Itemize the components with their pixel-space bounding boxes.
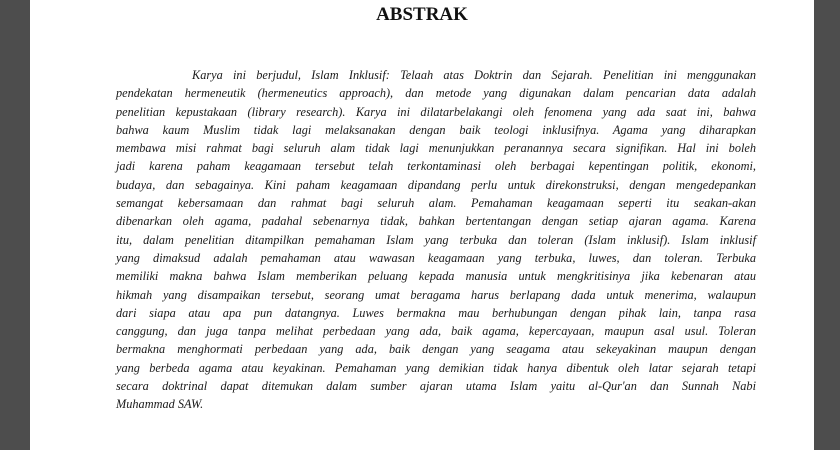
abstract-line: memiliki makna bahwa Islam memberikan peluang kepada manusia untuk mengkritisinya jika kebenaran atau [116, 269, 756, 284]
abstract-line: membawa misi rahmat bagi seluruh alam tidak lagi menunjukkan peranannya secara signifikan. Hal ini boleh [116, 141, 756, 156]
abstract-title: ABSTRAK [376, 4, 468, 25]
abstract-line: secara doktrinal dapat ditemukan dalam sumber ajaran utama Islam yaitu al-Qur'an dan Sunnah Nabi [116, 379, 756, 394]
abstract-line: yang dimaksud adalah pemahaman atau wawasan keagamaan yang terbuka, luwes, dan toleran. Terbuka [116, 250, 756, 265]
abstract-line: itu, dalam penelitian ditampilkan pemahaman Islam yang terbuka dan toleran (Islam inklusif). Islam inklusif [116, 232, 756, 247]
abstract-line: bahwa kaum Muslim tidak lagi melaksanakan dengan baik teologi inklusifnya. Agama yang diharapkan [116, 122, 756, 137]
abstract-line: Muhammad SAW. [116, 397, 204, 412]
viewer-background-left [0, 0, 30, 450]
abstract-line: bermakna menghormati perbedaan yang ada, baik dengan yang seagama atau sekeyakinan maupun dengan [116, 342, 756, 357]
abstract-line: Karya ini berjudul, Islam Inklusif: Telaah atas Doktrin dan Sejarah. Penelitian ini menggunakan [192, 68, 756, 82]
document-page[interactable] [30, 0, 814, 450]
abstract-line: yang berbeda agama atau keyakinan. Pemahaman yang demikian tidak hanya dibentuk oleh latar sejarah tetapi [116, 360, 756, 375]
viewer-background-right [814, 0, 840, 450]
abstract-line: canggung, dan juga tanpa melihat perbedaan yang ada, baik agama, kepercayaan, maupun asal usul. Toleran [116, 324, 756, 339]
abstract-line: budaya, dan sebagainya. Kini paham keagamaan dipandang perlu untuk direkonstruksi, dengan mengedepankan [116, 177, 756, 192]
abstract-line: jadi karena paham keagamaan tersebut telah terkontaminasi oleh berbagai kepentingan politik, ekonomi, [116, 159, 756, 174]
abstract-line: dari siapa atau apa pun datangnya. Luwes bermakna mau berhubungan dengan pihak lain, tanpa rasa [116, 305, 756, 320]
abstract-line: hikmah yang disampaikan tersebut, seorang umat beragama harus berlapang dada untuk menerima, walaupun [116, 287, 756, 302]
abstract-line: dibenarkan oleh agama, padahal sebenarnya tidak, bahkan bertentangan dengan setiap ajaran agama. Karena [116, 214, 756, 229]
abstract-line: penelitian kepustakaan (library research). Karya ini dilatarbelakangi oleh fenomena yang ada saat ini, bahwa [116, 104, 756, 119]
abstract-line: semangat kebersamaan dan rahmat bagi seluruh alam. Pemahaman keagamaan seperti itu seakan-akan [116, 196, 756, 211]
abstract-line: pendekatan hermeneutik (hermeneutics approach), dan metode yang digunakan dalam pencarian data adalah [116, 86, 756, 101]
abstract-body [116, 66, 756, 414]
